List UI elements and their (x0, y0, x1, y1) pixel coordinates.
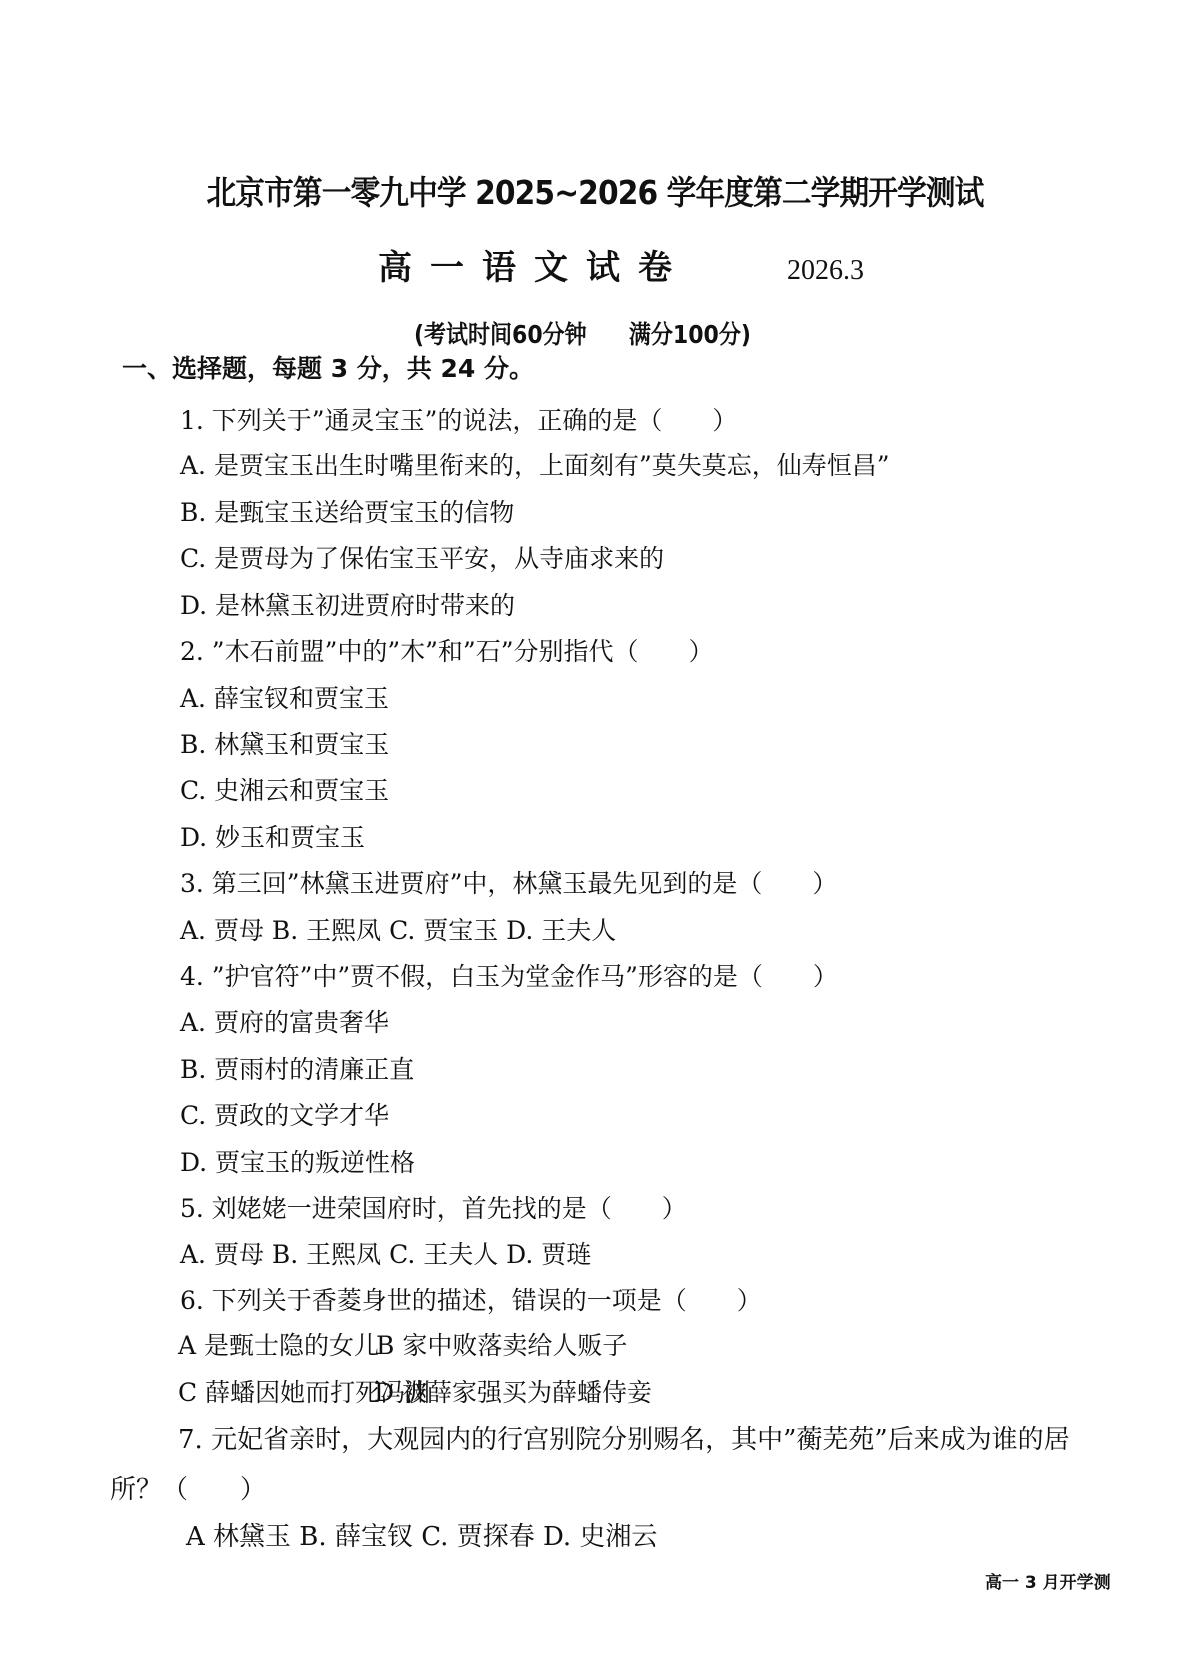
question-1-option-b: B. 是甄宝玉送给贾宝玉的信物 (180, 498, 515, 527)
question-5-options: A. 贾母 B. 王熙凤 C. 王夫人 D. 贾琏 (180, 1240, 592, 1269)
question-stem-1: 1. 下列关于”通灵宝玉”的说法，正确的是（ ） (180, 406, 738, 435)
exam-date: 2026.3 (787, 255, 864, 286)
exam-time: (考试时间60分钟 (414, 320, 587, 349)
question-stem-5: 5. 刘姥姥一进荣国府时，首先找的是（ ） (180, 1194, 687, 1223)
question-6-option-d: D 被薛家强买为薛蟠侍妾 (374, 1378, 652, 1407)
question-4-option-d: D. 贾宝玉的叛逆性格 (180, 1148, 416, 1177)
question-6-option-a: A 是甄士隐的女儿 (178, 1331, 380, 1360)
question-stem-6: 6. 下列关于香菱身世的描述，错误的一项是（ ） (180, 1286, 762, 1315)
page-footer: 高一 3 月开学测 (985, 1573, 1111, 1593)
question-3-options: A. 贾母 B. 王熙凤 C. 贾宝玉 D. 王夫人 (180, 916, 617, 945)
question-2-option-d: D. 妙玉和贾宝玉 (180, 823, 366, 852)
question-stem-2: 2. ”木石前盟”中的”木”和”石”分别指代（ ） (180, 637, 714, 666)
paper-subtitle: 高一语文试卷 (378, 248, 690, 288)
question-stem-7-line-2: 所？（ ） (110, 1475, 267, 1505)
question-2-option-c: C. 史湘云和贾宝玉 (180, 776, 390, 805)
question-4-option-b: B. 贾雨村的清廉正直 (180, 1055, 415, 1084)
question-1-option-a: A. 是贾宝玉出生时嘴里衔来的，上面刻有”莫失莫忘，仙寿恒昌” (180, 451, 890, 480)
question-stem-4: 4. ”护官符”中”贾不假，白玉为堂金作马”形容的是（ ） (180, 962, 838, 991)
question-stem-3: 3. 第三回”林黛玉进贾府”中，林黛玉最先见到的是（ ） (180, 869, 838, 898)
question-4-option-a: A. 贾府的富贵奢华 (180, 1008, 389, 1037)
question-2-option-a: A. 薛宝钗和贾宝玉 (180, 684, 389, 713)
exam-title: 北京市第一零九中学 2025~2026 学年度第二学期开学测试 (206, 173, 984, 212)
exam-info (414, 322, 751, 347)
question-stem-7-line-1: 7. 元妃省亲时，大观园内的行宫别院分别赐名，其中”蘅芜苑”后来成为谁的居 (178, 1425, 1070, 1455)
question-1-option-d: D. 是林黛玉初进贾府时带来的 (180, 591, 516, 620)
question-2-option-b: B. 林黛玉和贾宝玉 (180, 730, 390, 759)
full-score: 满分100分) (628, 320, 751, 349)
question-6-option-c: C 薛蟠因她而打死冯渊 (178, 1378, 431, 1407)
question-6-option-b: B 家中败落卖给人贩子 (376, 1331, 628, 1360)
question-4-option-c: C. 贾政的文学才华 (180, 1101, 390, 1130)
question-1-option-c: C. 是贾母为了保佑宝玉平安，从寺庙求来的 (180, 544, 665, 573)
section-heading: 一、选择题，每题 3 分，共 24 分。 (122, 354, 535, 383)
question-7-options: A 林黛玉 B. 薛宝钗 C. 贾探春 D. 史湘云 (186, 1522, 658, 1552)
